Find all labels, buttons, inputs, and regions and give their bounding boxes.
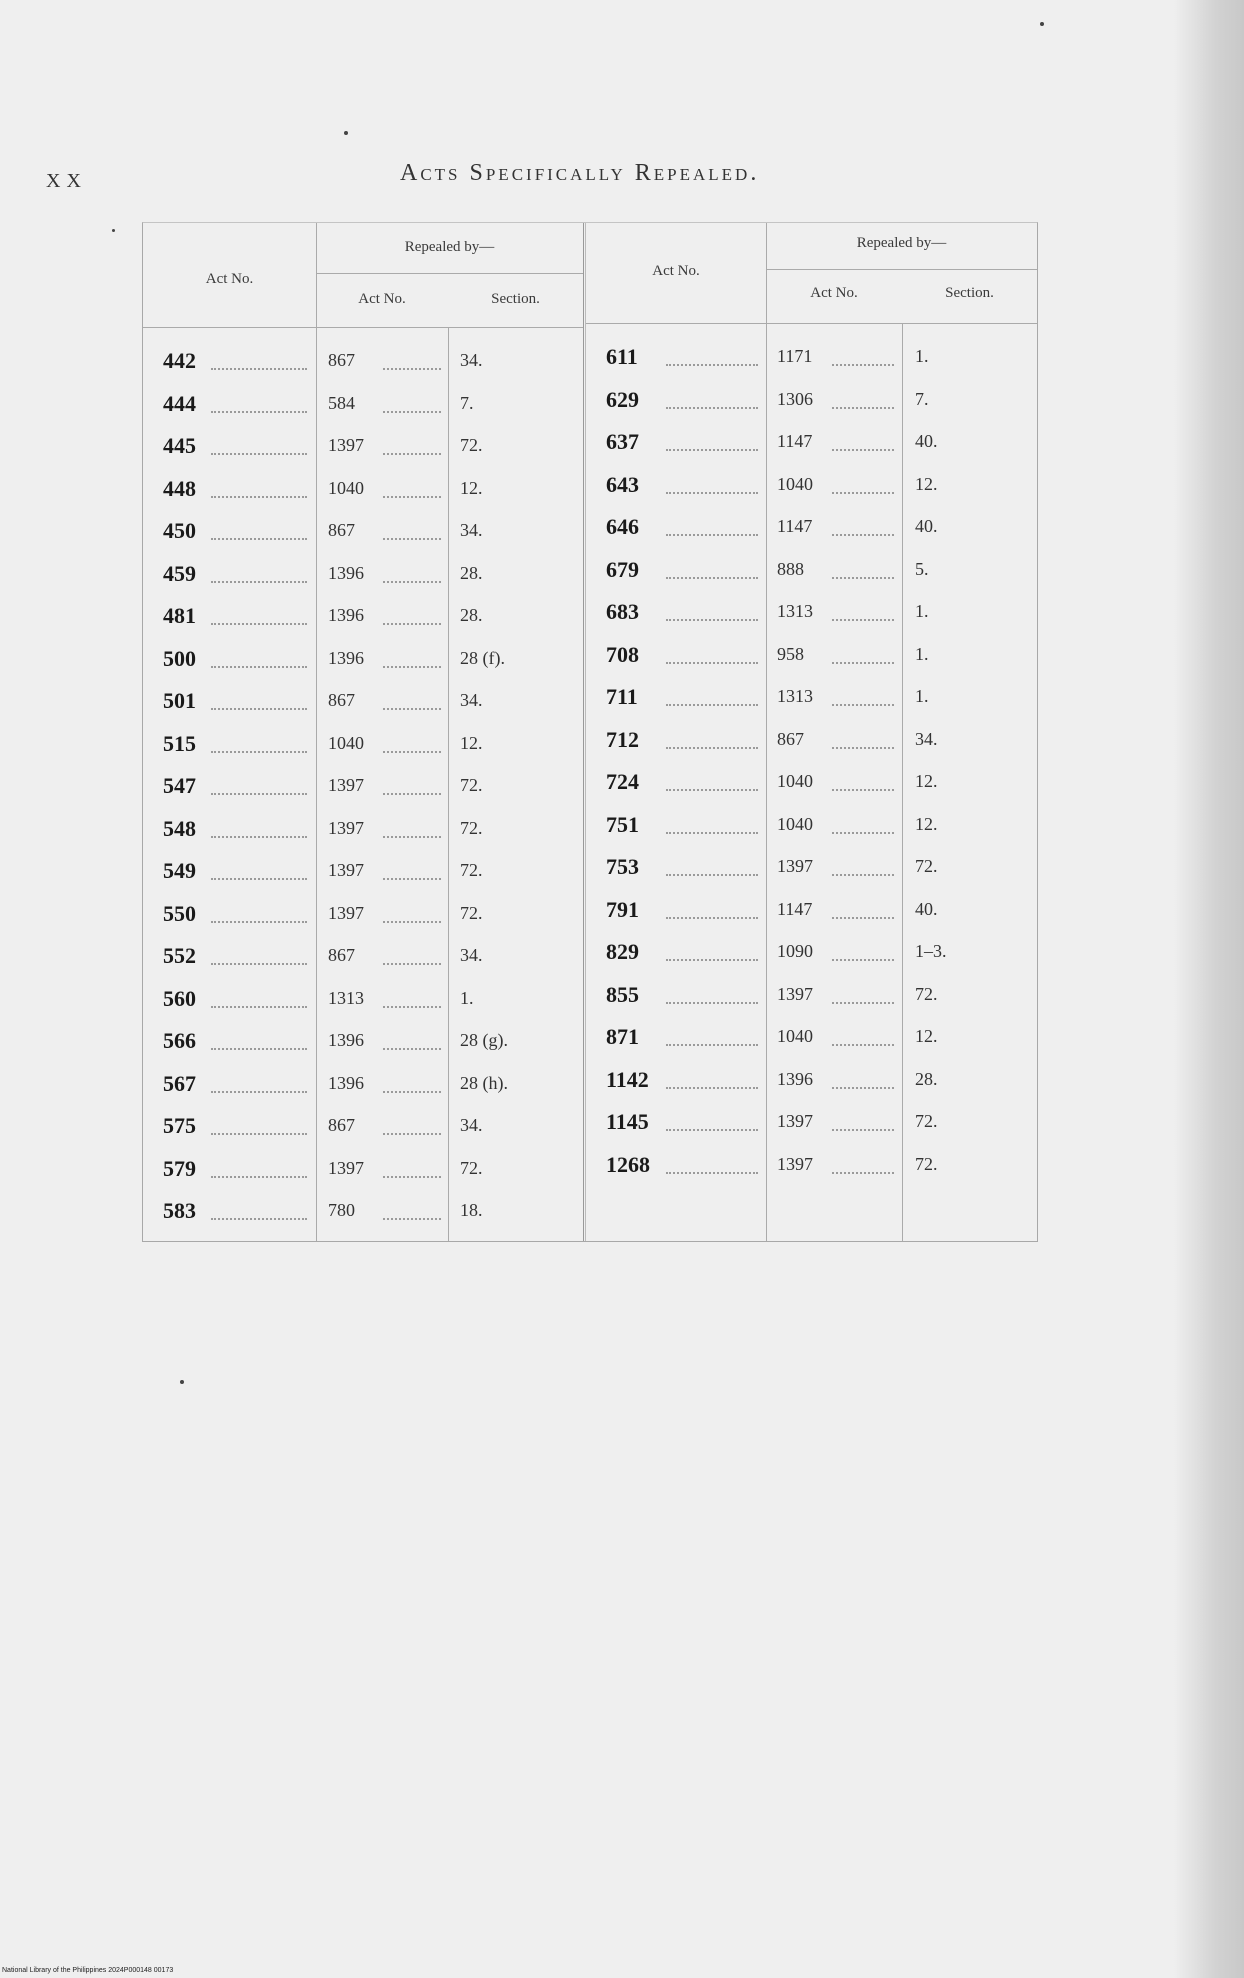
act-number: 1145 bbox=[606, 1109, 649, 1134]
act-number: 548 bbox=[163, 815, 196, 841]
repealing-act-number: 867 bbox=[328, 520, 355, 540]
table-row bbox=[586, 727, 1037, 757]
section-number: 28 (f). bbox=[460, 647, 505, 668]
leader-dots bbox=[383, 1176, 441, 1178]
repealing-act-number: 1040 bbox=[777, 771, 813, 791]
table-row bbox=[143, 1156, 583, 1186]
table-row bbox=[143, 816, 583, 846]
repealing-act-number: 1396 bbox=[328, 647, 364, 668]
leader-dots bbox=[832, 959, 894, 961]
speck bbox=[112, 229, 115, 232]
act-number: 444 bbox=[163, 390, 196, 416]
act-number: 629 bbox=[606, 386, 639, 412]
header-act-no: Act No. bbox=[205, 271, 254, 287]
repealing-act-number: 1040 bbox=[777, 1026, 813, 1046]
leader-dots bbox=[211, 878, 307, 880]
repealed-acts-table bbox=[142, 222, 1038, 1242]
act-number: 500 bbox=[163, 645, 196, 671]
leader-dots bbox=[211, 751, 307, 753]
header-repealing-act-no-right: Act No. bbox=[810, 285, 858, 301]
leader-dots bbox=[832, 662, 894, 664]
act-number: 791 bbox=[606, 896, 639, 922]
section-number: 34. bbox=[460, 520, 483, 540]
table-row bbox=[586, 557, 1037, 587]
leader-dots bbox=[211, 921, 307, 923]
leader-dots bbox=[666, 917, 758, 919]
table-row bbox=[143, 646, 583, 676]
table-right-half bbox=[586, 223, 1037, 1241]
leader-dots bbox=[383, 1218, 441, 1220]
act-number: 550 bbox=[163, 900, 196, 926]
section-number: 72. bbox=[460, 860, 483, 880]
repealing-act-number: 1397 bbox=[777, 856, 813, 876]
leader-dots bbox=[666, 747, 758, 749]
repealing-act-number: 1397 bbox=[328, 860, 364, 880]
repealing-act-number: 1397 bbox=[328, 1157, 364, 1178]
leader-dots bbox=[383, 538, 441, 540]
leader-dots bbox=[383, 836, 441, 838]
leader-dots bbox=[666, 534, 758, 536]
act-number: 567 bbox=[163, 1070, 196, 1096]
section-number: 72. bbox=[915, 1153, 938, 1174]
section-number: 34. bbox=[460, 945, 483, 965]
leader-dots bbox=[383, 793, 441, 795]
table-row bbox=[586, 939, 1037, 969]
act-number: 679 bbox=[606, 556, 639, 582]
repealing-act-number: 1396 bbox=[328, 1030, 364, 1050]
act-number: 708 bbox=[606, 641, 639, 667]
leader-dots bbox=[666, 704, 758, 706]
leader-dots bbox=[383, 1048, 441, 1050]
leader-dots bbox=[211, 1133, 307, 1135]
repealing-act-number: 1147 bbox=[777, 898, 813, 919]
leader-dots bbox=[383, 963, 441, 965]
repealing-act-number: 1306 bbox=[777, 388, 813, 409]
section-number: 34. bbox=[460, 350, 483, 370]
section-number: 72. bbox=[915, 1111, 938, 1131]
speck bbox=[180, 1380, 184, 1384]
repealing-act-number: 1040 bbox=[777, 813, 813, 834]
table-row bbox=[143, 858, 583, 888]
leader-dots bbox=[211, 1006, 307, 1008]
leader-dots bbox=[211, 1048, 307, 1050]
leader-dots bbox=[832, 1044, 894, 1046]
leader-dots bbox=[383, 1133, 441, 1135]
table-row bbox=[143, 348, 583, 378]
leader-dots bbox=[666, 407, 758, 409]
act-number: 445 bbox=[163, 433, 196, 458]
leader-dots bbox=[383, 1006, 441, 1008]
table-row bbox=[586, 897, 1037, 927]
leader-dots bbox=[832, 1129, 894, 1131]
leader-dots bbox=[666, 1129, 758, 1131]
table-row bbox=[586, 642, 1037, 672]
repealing-act-number: 867 bbox=[777, 728, 804, 749]
section-number: 72. bbox=[460, 775, 483, 795]
act-number: 579 bbox=[163, 1155, 196, 1181]
repealing-act-number: 1313 bbox=[328, 987, 364, 1008]
repealing-act-number: 1147 bbox=[777, 516, 813, 536]
act-number: 646 bbox=[606, 514, 639, 539]
section-number: 28 (h). bbox=[460, 1072, 508, 1093]
repealing-act-number: 1040 bbox=[328, 477, 364, 498]
repealing-act-number: 867 bbox=[328, 1115, 355, 1135]
act-number: 1268 bbox=[606, 1151, 650, 1177]
act-number: 683 bbox=[606, 599, 639, 624]
repealing-act-number: 1397 bbox=[328, 435, 364, 455]
act-number: 751 bbox=[606, 811, 639, 837]
repealing-act-number: 1396 bbox=[328, 562, 364, 583]
table-row bbox=[586, 1152, 1037, 1182]
table-row bbox=[586, 1109, 1037, 1139]
repealing-act-number: 1396 bbox=[777, 1068, 813, 1089]
table-row bbox=[143, 773, 583, 803]
section-number: 1. bbox=[915, 346, 929, 366]
leader-dots bbox=[666, 492, 758, 494]
leader-dots bbox=[383, 921, 441, 923]
leader-dots bbox=[666, 874, 758, 876]
leader-dots bbox=[832, 704, 894, 706]
repealing-act-number: 1396 bbox=[328, 1072, 364, 1093]
act-number: 753 bbox=[606, 854, 639, 879]
section-number: 1. bbox=[460, 987, 474, 1008]
section-number: 28. bbox=[915, 1068, 938, 1089]
leader-dots bbox=[383, 453, 441, 455]
table-row bbox=[586, 854, 1037, 884]
table-row bbox=[586, 769, 1037, 799]
section-number: 12. bbox=[915, 1026, 938, 1046]
leader-dots bbox=[211, 453, 307, 455]
leader-dots bbox=[383, 496, 441, 498]
header-act-no-right: Act No. bbox=[652, 263, 700, 279]
act-number: 643 bbox=[606, 471, 639, 497]
page-number: XX bbox=[46, 170, 87, 192]
table-row bbox=[586, 472, 1037, 502]
table-row bbox=[143, 391, 583, 421]
section-number: 72. bbox=[460, 435, 483, 455]
repealing-act-number: 958 bbox=[777, 643, 804, 664]
leader-dots bbox=[211, 836, 307, 838]
leader-dots bbox=[832, 619, 894, 621]
section-number: 34. bbox=[460, 1115, 483, 1135]
section-number: 5. bbox=[915, 558, 929, 579]
table-row bbox=[143, 943, 583, 973]
leader-dots bbox=[383, 878, 441, 880]
leader-dots bbox=[666, 789, 758, 791]
act-number: 560 bbox=[163, 985, 196, 1011]
repealing-act-number: 1397 bbox=[328, 817, 364, 838]
leader-dots bbox=[832, 917, 894, 919]
table-row bbox=[586, 684, 1037, 714]
table-row bbox=[586, 812, 1037, 842]
act-number: 515 bbox=[163, 730, 196, 756]
table-row bbox=[143, 1028, 583, 1058]
repealing-act-number: 1397 bbox=[777, 1111, 813, 1131]
act-number: 583 bbox=[163, 1198, 196, 1223]
leader-dots bbox=[211, 368, 307, 370]
table-left-half bbox=[143, 223, 583, 1241]
section-number: 12. bbox=[915, 473, 938, 494]
leader-dots bbox=[211, 1176, 307, 1178]
section-number: 12. bbox=[915, 771, 938, 791]
table-row bbox=[143, 561, 583, 591]
table-row bbox=[586, 514, 1037, 544]
leader-dots bbox=[211, 411, 307, 413]
section-number: 72. bbox=[460, 1157, 483, 1178]
section-number: 40. bbox=[915, 431, 938, 451]
repealing-act-number: 1040 bbox=[777, 473, 813, 494]
leader-dots bbox=[832, 449, 894, 451]
leader-dots bbox=[666, 1087, 758, 1089]
header-repealing-act-no: Act No. bbox=[358, 291, 406, 307]
repealing-act-number: 1040 bbox=[328, 732, 364, 753]
leader-dots bbox=[211, 1091, 307, 1093]
repealing-act-number: 1171 bbox=[777, 346, 813, 366]
leader-dots bbox=[832, 492, 894, 494]
repealing-act-number: 867 bbox=[328, 350, 355, 370]
act-number: 1142 bbox=[606, 1066, 649, 1092]
section-number: 12. bbox=[460, 477, 483, 498]
act-number: 712 bbox=[606, 726, 639, 752]
section-number: 12. bbox=[460, 732, 483, 753]
leader-dots bbox=[211, 666, 307, 668]
leader-dots bbox=[666, 662, 758, 664]
section-number: 7. bbox=[460, 392, 474, 413]
leader-dots bbox=[832, 1087, 894, 1089]
table-row bbox=[143, 901, 583, 931]
header-section: Section. bbox=[491, 291, 540, 307]
section-number: 34. bbox=[460, 690, 483, 710]
table-row bbox=[143, 1071, 583, 1101]
repealing-act-number: 1313 bbox=[777, 686, 813, 706]
speck bbox=[1040, 22, 1044, 26]
section-number: 1. bbox=[915, 601, 929, 621]
leader-dots bbox=[666, 364, 758, 366]
repealing-act-number: 1396 bbox=[328, 605, 364, 625]
repealing-act-number: 867 bbox=[328, 690, 355, 710]
table-row bbox=[143, 986, 583, 1016]
leader-dots bbox=[383, 751, 441, 753]
leader-dots bbox=[383, 1091, 441, 1093]
act-number: 459 bbox=[163, 560, 196, 586]
page-title: Acts Specifically Repealed. bbox=[400, 160, 760, 186]
leader-dots bbox=[211, 1218, 307, 1220]
section-number: 72. bbox=[915, 983, 938, 1004]
repealing-act-number: 780 bbox=[328, 1200, 355, 1220]
leader-dots bbox=[666, 832, 758, 834]
table-row bbox=[586, 429, 1037, 459]
section-number: 12. bbox=[915, 813, 938, 834]
section-number: 1. bbox=[915, 643, 929, 664]
act-number: 637 bbox=[606, 429, 639, 454]
leader-dots bbox=[211, 538, 307, 540]
table-row bbox=[143, 731, 583, 761]
section-number: 1–3. bbox=[915, 941, 947, 961]
table-row bbox=[143, 603, 583, 633]
act-number: 442 bbox=[163, 348, 196, 373]
act-number: 566 bbox=[163, 1028, 196, 1053]
section-number: 34. bbox=[915, 728, 938, 749]
leader-dots bbox=[832, 534, 894, 536]
section-number: 28. bbox=[460, 562, 483, 583]
act-number: 871 bbox=[606, 1024, 639, 1049]
repealing-act-number: 1397 bbox=[328, 902, 364, 923]
table-row bbox=[143, 476, 583, 506]
act-number: 552 bbox=[163, 943, 196, 968]
table-row bbox=[586, 1067, 1037, 1097]
repealing-act-number: 1313 bbox=[777, 601, 813, 621]
table-row bbox=[586, 982, 1037, 1012]
leader-dots bbox=[666, 959, 758, 961]
leader-dots bbox=[832, 874, 894, 876]
act-number: 448 bbox=[163, 475, 196, 501]
header-repealed-by: Repealed by— bbox=[404, 239, 495, 255]
section-number: 28. bbox=[460, 605, 483, 625]
repealing-act-number: 1090 bbox=[777, 941, 813, 961]
leader-dots bbox=[383, 623, 441, 625]
header-repealed-by-right: Repealed by— bbox=[856, 235, 947, 251]
leader-dots bbox=[832, 407, 894, 409]
page-edge-shadow bbox=[1174, 0, 1244, 1978]
section-number: 18. bbox=[460, 1200, 483, 1220]
leader-dots bbox=[211, 963, 307, 965]
act-number: 855 bbox=[606, 981, 639, 1007]
leader-dots bbox=[211, 623, 307, 625]
repealing-act-number: 1147 bbox=[777, 431, 813, 451]
leader-dots bbox=[383, 368, 441, 370]
leader-dots bbox=[832, 1172, 894, 1174]
repealing-act-number: 867 bbox=[328, 945, 355, 965]
section-number: 72. bbox=[460, 817, 483, 838]
section-number: 7. bbox=[915, 388, 929, 409]
section-number: 28 (g). bbox=[460, 1030, 508, 1050]
repealing-act-number: 888 bbox=[777, 558, 804, 579]
act-number: 481 bbox=[163, 603, 196, 628]
leader-dots bbox=[666, 1172, 758, 1174]
leader-dots bbox=[383, 411, 441, 413]
table-row bbox=[143, 518, 583, 548]
act-number: 501 bbox=[163, 688, 196, 713]
leader-dots bbox=[832, 832, 894, 834]
table-row bbox=[586, 344, 1037, 374]
act-number: 575 bbox=[163, 1113, 196, 1138]
act-number: 549 bbox=[163, 858, 196, 883]
speck bbox=[344, 131, 348, 135]
table-row bbox=[586, 387, 1037, 417]
section-number: 40. bbox=[915, 898, 938, 919]
leader-dots bbox=[666, 1002, 758, 1004]
act-number: 711 bbox=[606, 684, 638, 709]
leader-dots bbox=[666, 619, 758, 621]
leader-dots bbox=[211, 793, 307, 795]
act-number: 547 bbox=[163, 773, 196, 798]
section-number: 72. bbox=[915, 856, 938, 876]
leader-dots bbox=[211, 496, 307, 498]
leader-dots bbox=[666, 449, 758, 451]
act-number: 611 bbox=[606, 344, 638, 369]
leader-dots bbox=[383, 666, 441, 668]
leader-dots bbox=[383, 708, 441, 710]
repealing-act-number: 1397 bbox=[328, 775, 364, 795]
leader-dots bbox=[383, 581, 441, 583]
leader-dots bbox=[832, 364, 894, 366]
leader-dots bbox=[832, 1002, 894, 1004]
header-section-right: Section. bbox=[945, 285, 994, 301]
table-row bbox=[143, 1113, 583, 1143]
table-row bbox=[143, 433, 583, 463]
scan-footer: National Library of the Philippines 2024P000148 00173 bbox=[2, 1967, 174, 1974]
table-row bbox=[143, 1198, 583, 1228]
act-number: 450 bbox=[163, 518, 196, 543]
leader-dots bbox=[666, 1044, 758, 1046]
repealing-act-number: 1397 bbox=[777, 1153, 813, 1174]
leader-dots bbox=[832, 577, 894, 579]
leader-dots bbox=[666, 577, 758, 579]
table-row bbox=[586, 599, 1037, 629]
section-number: 40. bbox=[915, 516, 938, 536]
section-number: 72. bbox=[460, 902, 483, 923]
act-number: 829 bbox=[606, 939, 639, 964]
repealing-act-number: 1397 bbox=[777, 983, 813, 1004]
leader-dots bbox=[211, 708, 307, 710]
leader-dots bbox=[211, 581, 307, 583]
section-number: 1. bbox=[915, 686, 929, 706]
leader-dots bbox=[832, 789, 894, 791]
repealing-act-number: 584 bbox=[328, 392, 355, 413]
act-number: 724 bbox=[606, 769, 639, 794]
table-row bbox=[586, 1024, 1037, 1054]
leader-dots bbox=[832, 747, 894, 749]
table-row bbox=[143, 688, 583, 718]
